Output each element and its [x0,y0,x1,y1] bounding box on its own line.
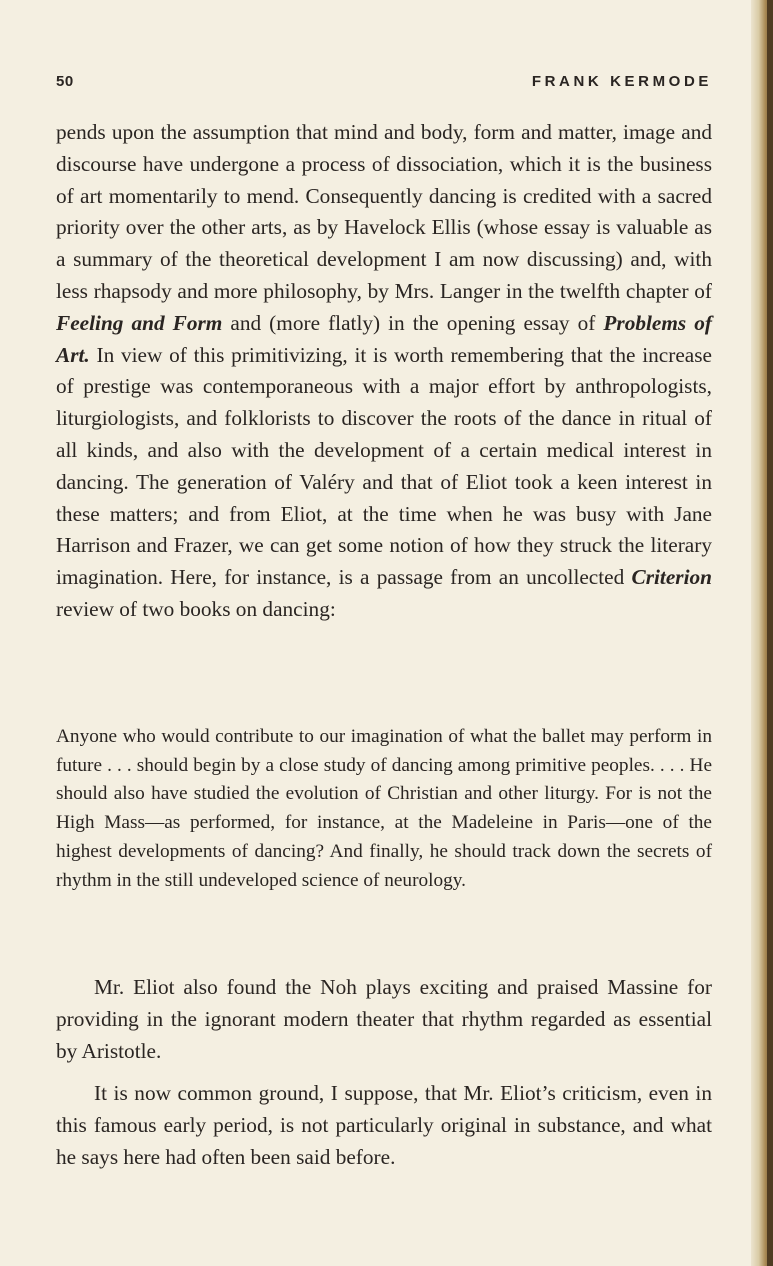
block-quote [56,723,712,895]
quote-text: Anyone who would contribute to our imagination of what the ballet may perform in future . . . should begin by a close study of dancing among primitive peoples. . . . He should also have studied the evolution of Christian and other liturgy. For is not the High Mass—as performed, for instance, at the Madeleine in Paris—one of the highest developments of dancing? And finally, he should track down the secrets of rhythm in the still undeveloped science of neurology. [56,726,712,891]
paragraph: It is now common ground, I suppose, that Mr. Eliot’s criticism, even in this famous early period, is not particularly original in substance, and what he says here had often been said before. [56,1081,712,1169]
continued-text [56,972,712,1174]
page-edge [751,0,773,1266]
text-segment: In view of this primitivizing, it is worth remembering that the increase of prestige was contemporaneous with a major effort by anthropologists, liturgiologists, and folklorists to discover the roots of the dance in ritual of all kinds, and also with the development of a certain medical interest in dancing. The generation of Valéry and that of Eliot took a keen interest in these matters; and from Eliot, at the time when he was busy with Jane Harrison and Frazer, we can get some notion of how they struck the literary imagination. Here, for instance, is a passage from an uncollected [56,342,712,590]
page-header [56,73,712,97]
page-number: 50 [56,73,74,90]
text-segment: and (more flatly) in the opening essay of [222,310,604,335]
paragraph: Mr. Eliot also found the Noh plays exciting and praised Massine for providing in the ignorant modern theater that rhythm regarded as essential by Aristotle. [56,975,712,1063]
text-segment: pends upon the assumption that mind and body, form and matter, image and discourse have undergone a process of dissociation, which it is the business of art momentarily to mend. Consequently dancing is credited with a sacred priority over the other arts, as by Havelock Ellis (whose essay is valuable as a summary of the theoretical development I am now discussing) and, with less rhapsody and more philosophy, by Mrs. Langer in the twelfth chapter of [56,120,712,303]
journal-title: Criterion [631,565,712,590]
running-head: FRANK KERMODE [531,73,712,90]
paragraph [56,117,712,626]
main-text [56,117,712,626]
text-segment: review of two books on dancing: [56,596,336,621]
book-title: Problems of Art. [56,310,712,367]
book-title: Feeling and Form [56,310,223,335]
